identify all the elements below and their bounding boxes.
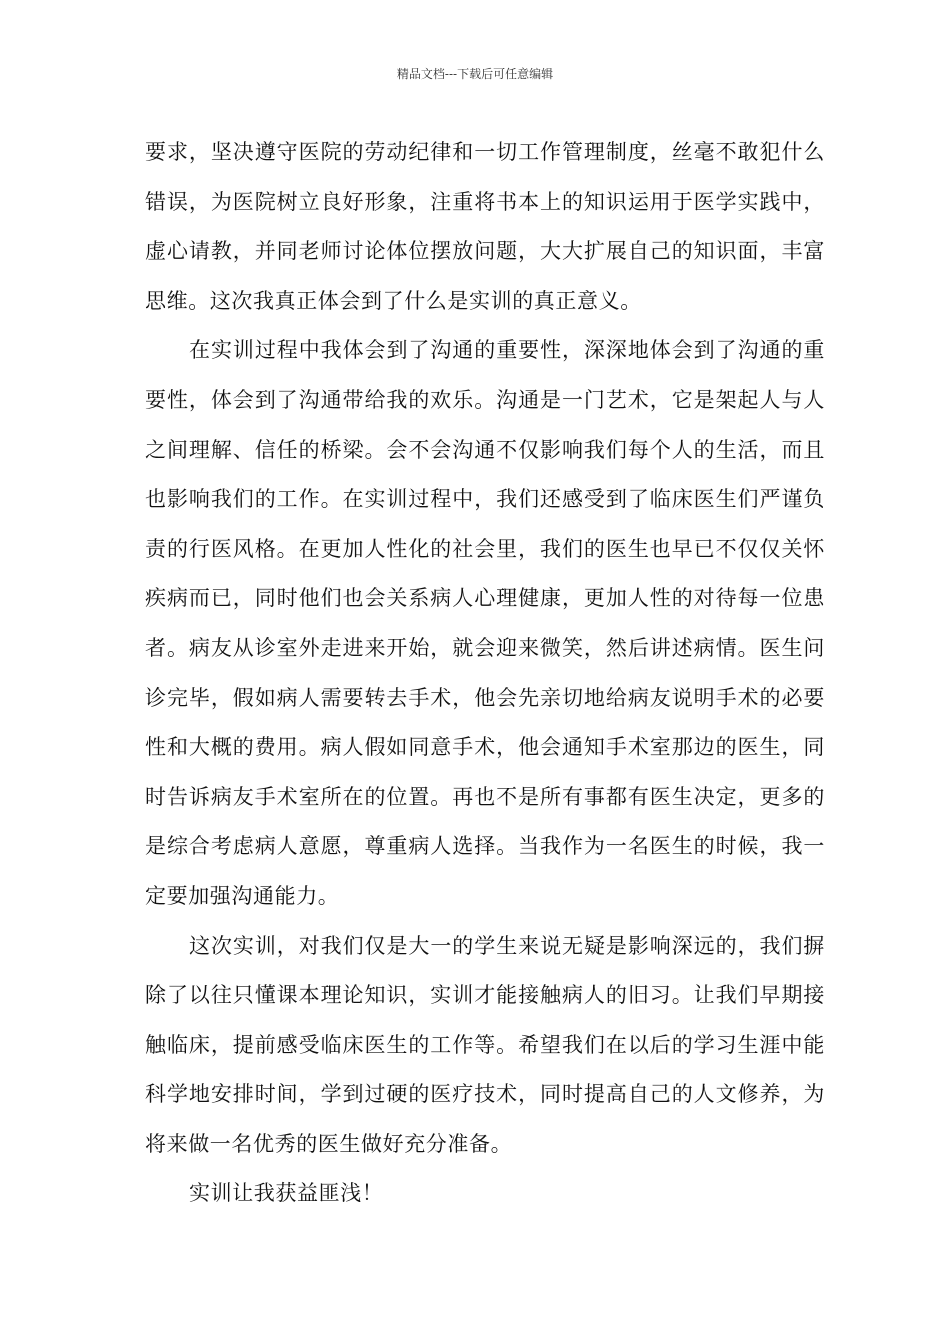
paragraph-continuation: 要求，坚决遵守医院的劳动纪律和一切工作管理制度，丝毫不敢犯什么错误，为医院树立良好形象，注重将书本上的知识运用于医学实践中，虚心请教，并同老师讨论体位摆放问题，大大扩展自己的知识面，丰富思维。这次我真正体会到了什么是实训的真正意义。 <box>145 140 825 313</box>
paragraph-training-impact: 这次实训，对我们仅是大一的学生来说无疑是影响深远的，我们摒除了以往只懂课本理论知识，实训才能接触病人的旧习。让我们早期接触临床，提前感受临床医生的工作等。希望我们在以后的学习生涯中能科学地安排时间，学到过硬的医疗技术，同时提高自己的人文修养，为将来做一名优秀的医生做好充分准备。 <box>145 933 825 1156</box>
paragraph-conclusion: 实训让我获益匪浅！ <box>189 1181 384 1206</box>
document-body <box>145 128 825 1219</box>
paragraph-communication: 在实训过程中我体会到了沟通的重要性，深深地体会到了沟通的重要性，体会到了沟通带给我的欢乐。沟通是一门艺术，它是架起人与人之间理解、信任的桥梁。会不会沟通不仅影响我们每个人的生活，而且也影响我们的工作。在实训过程中，我们还感受到了临床医生们严谨负责的行医风格。在更加人性化的社会里，我们的医生也早已不仅仅关怀疾病而已，同时他们也会关系病人心理健康，更加人性的对待每一位患者。病友从诊室外走进来开始，就会迎来微笑，然后讲述病情。医生问诊完毕，假如病人需要转去手术，他会先亲切地给病友说明手术的必要性和大概的费用。病人假如同意手术，他会通知手术室那边的医生，同时告诉病友手术室所在的位置。再也不是所有事都有医生决定，更多的是综合考虑病人意愿，尊重病人选择。当我作为一名医生的时候，我一定要加强沟通能力。 <box>145 338 825 908</box>
page-header: 精品文档---下载后可任意编辑 <box>396 67 554 81</box>
